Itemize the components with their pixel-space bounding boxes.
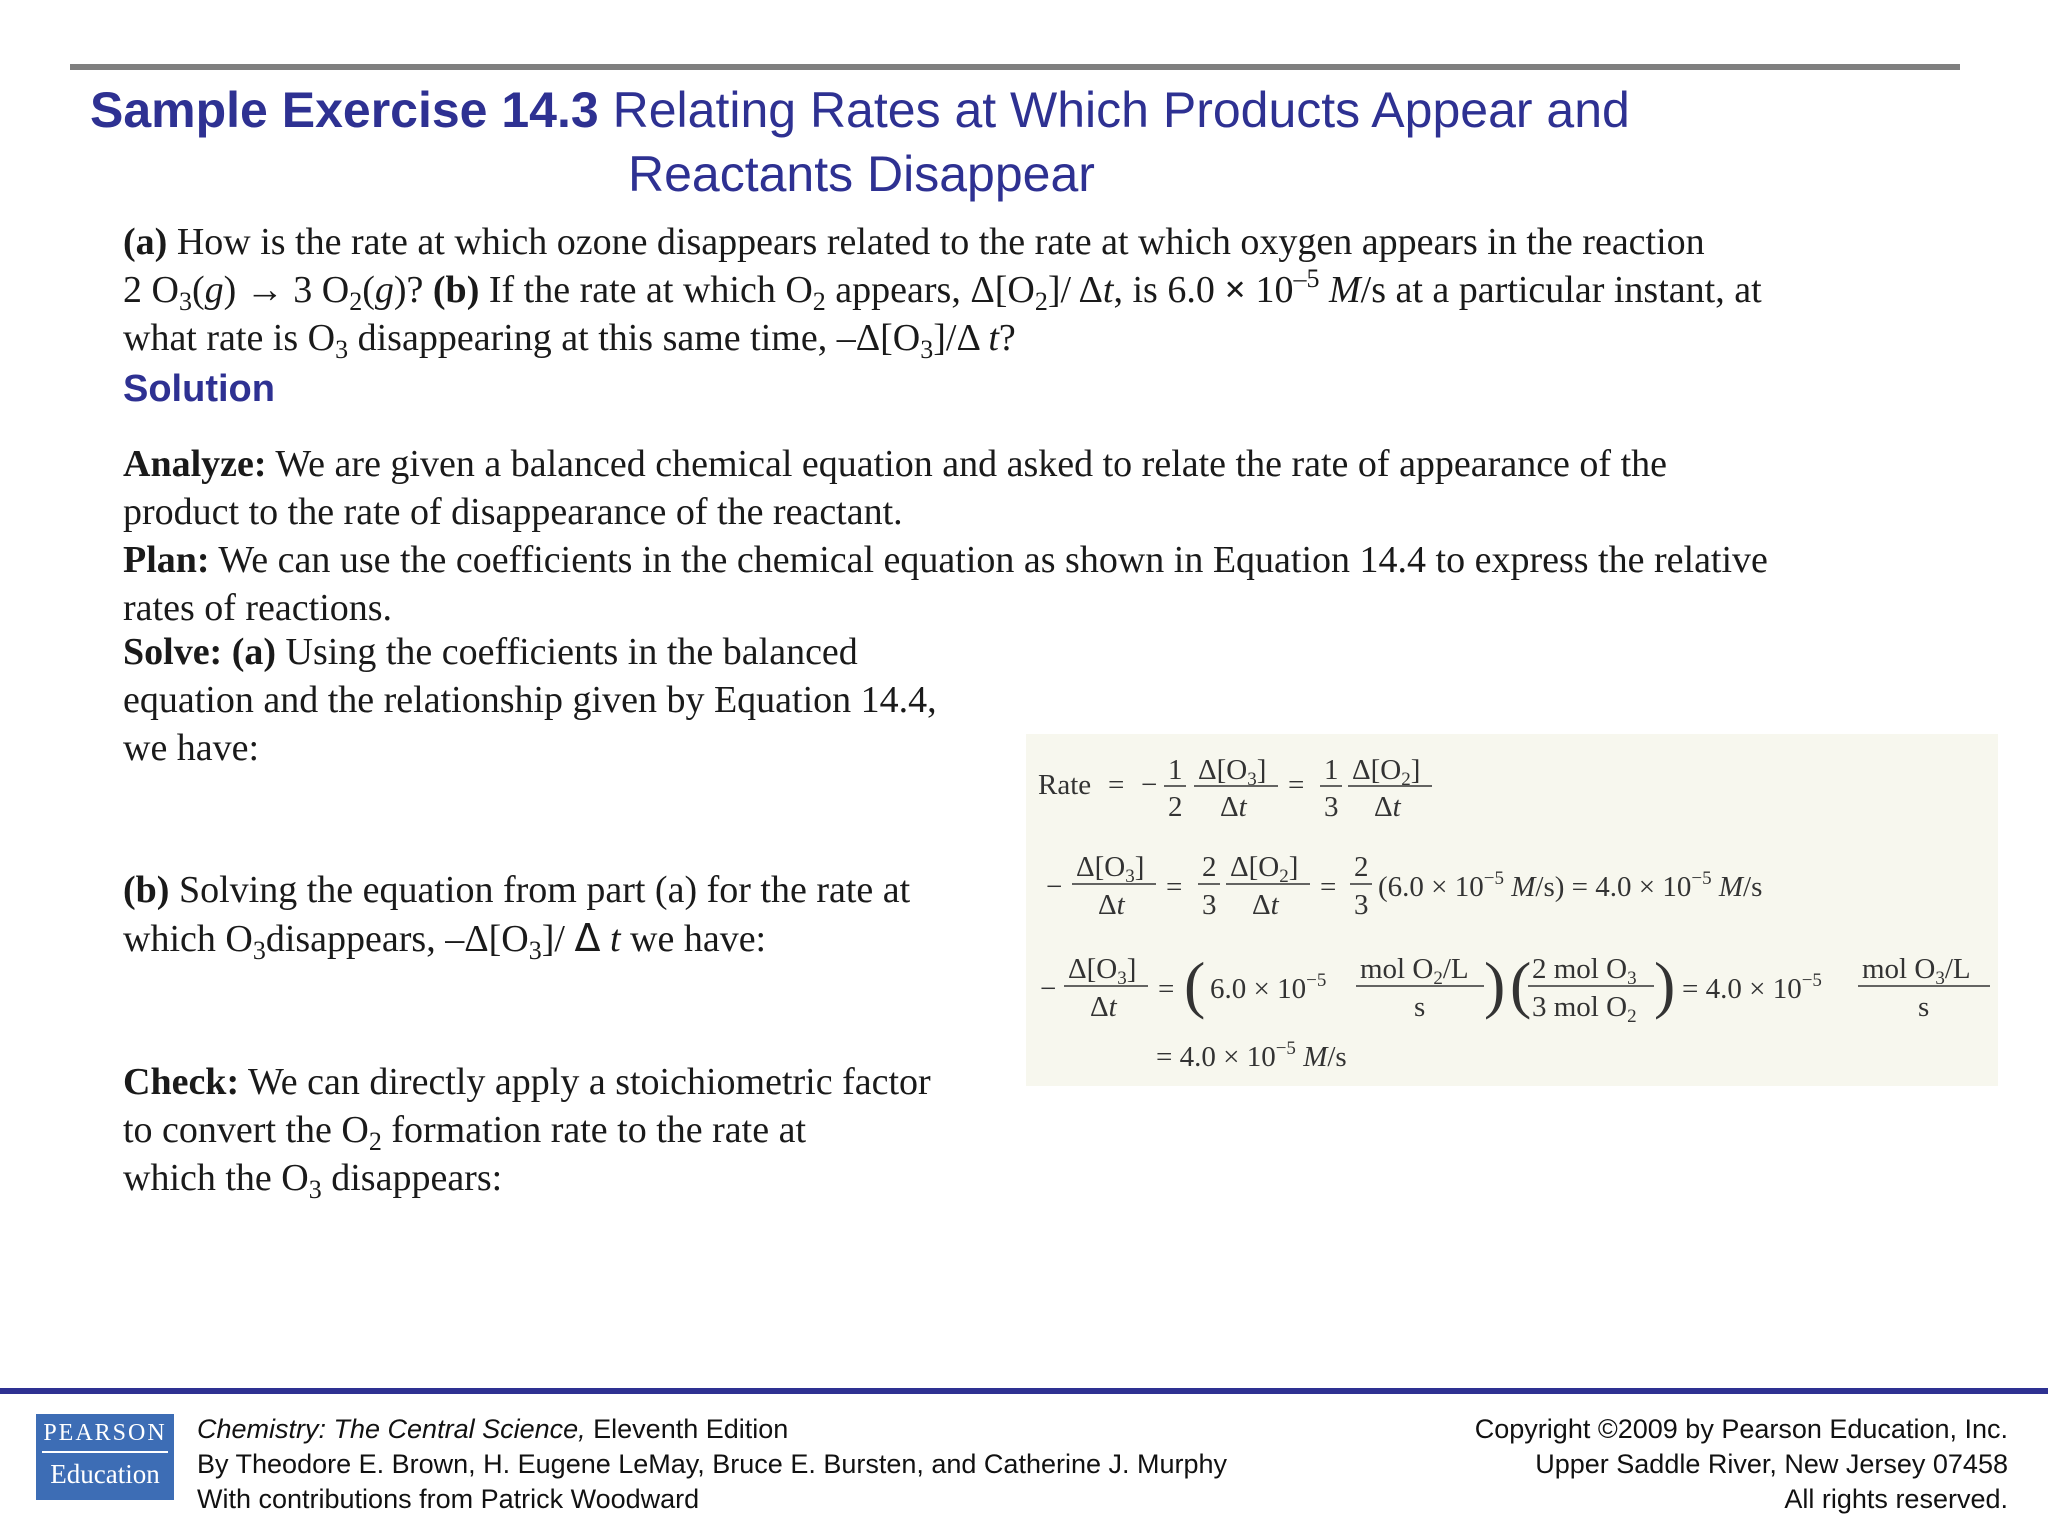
svg-text:Δt: Δt: [1090, 991, 1117, 1023]
top-rule: [70, 64, 1960, 70]
solve-label: Solve:: [123, 631, 223, 673]
solve-line-3: we have:: [123, 727, 260, 769]
svg-text:6.0 × 10−5: $6.0 \times 10^{-5}$: [1210, 970, 1327, 1005]
svg-text:= 4.0 × 10−5: = $4.0 \times 10^{-5}$: [1682, 970, 1822, 1005]
question-line-3: what rate is $O_3$ disappearing at this same time, $-\Delta[O_3]/\Delta$ t?: [123, 317, 1016, 364]
solve-b-text-4: ]/: [541, 918, 565, 960]
svg-text:Δ[O2]: $\Delta[O_2]$: [1230, 851, 1299, 887]
solve-b-text-2: which O: [123, 918, 253, 960]
solve-line-1: [123, 628, 937, 676]
check-text-2: to convert the O: [123, 1109, 369, 1151]
solve-text-1: Using the coefficients in the balanced: [285, 631, 858, 673]
svg-text:=: =: [1320, 871, 1337, 903]
question-b-exp: 10: [1255, 269, 1294, 311]
question-b-text2: appears, Δ[O: [835, 269, 1035, 311]
solution-heading: Solution: [123, 368, 275, 410]
analyze-text-1: We are given a balanced chemical equation and asked to relate the rate of appearance of the: [275, 443, 1667, 485]
svg-text:): ): [1484, 949, 1506, 1020]
footer-copyright-line: Copyright ©2009 by Pearson Education, Inc.: [1474, 1414, 2008, 1444]
footer-edition: Eleventh Edition: [593, 1414, 789, 1444]
title-line-2: Reactants Disappear: [628, 146, 1095, 202]
solve-b-label: (b): [123, 869, 170, 911]
footer-copyright: [1475, 1412, 2008, 1517]
svg-text:2 mol O3: 2 mol $O_3$: [1532, 953, 1637, 989]
svg-text:1: 1: [1168, 754, 1183, 786]
svg-text:Δ[O3]: $\Delta[O_3]$: [1068, 953, 1137, 989]
svg-text:1: 1: [1324, 754, 1339, 786]
footer-rule: [0, 1388, 2048, 1394]
check-line-3: which the $O_3$ disappears:: [123, 1157, 503, 1204]
check-line-2: to convert the $O_2$ formation rate to the rate at: [123, 1109, 807, 1156]
svg-text:=: =: [1166, 871, 1183, 903]
times-sign: ×: [1224, 269, 1246, 311]
check-text-1: We can directly apply a stoichiometric factor: [247, 1061, 931, 1103]
svg-text:−: −: [1040, 973, 1057, 1005]
equation-final: [1156, 1038, 1347, 1073]
svg-text:): ): [1654, 949, 1676, 1020]
svg-text:Δ[O2]: $\Delta[O_2]$: [1352, 754, 1421, 790]
svg-text:2: 2: [1202, 851, 1217, 883]
solve-b-block: [123, 866, 910, 963]
plan-line-2: rates of reactions.: [123, 587, 393, 629]
solve-b-text-1: Solving the equation from part (a) for the rate at: [178, 869, 911, 911]
analyze-plan-block: [123, 440, 1768, 632]
svg-text:2: 2: [1354, 851, 1369, 883]
svg-text:Δt: Δt: [1374, 791, 1401, 823]
svg-text:3: 3: [1324, 791, 1339, 823]
page-title: [90, 78, 1890, 206]
svg-text:(: (: [1510, 949, 1532, 1020]
svg-text:3: 3: [1202, 889, 1217, 921]
solve-b-line-2: which $O_3disappears$, $-\Delta[O_3]/$ Δ t we have:: [123, 916, 767, 965]
svg-text:Δ[O3]: $\Delta[O_3]$: [1198, 754, 1267, 790]
solve-b-delta: Δ: [574, 916, 601, 960]
plan-text-1: We can use the coefficients in the chemical equation as shown in Equation 14.4 to express the relative: [218, 539, 1768, 581]
svg-text:mol O3/L: mol $O_3/L$: [1862, 953, 1971, 989]
solve-a-label: (a): [231, 631, 277, 673]
svg-text:−: −: [1046, 871, 1063, 903]
svg-text:Δt: Δt: [1220, 791, 1247, 823]
equation-check: [1040, 949, 1990, 1027]
svg-text:s: s: [1918, 991, 1930, 1023]
equation-panel: [1026, 734, 1998, 1086]
footer-book-title: Chemistry: The Central Science,: [197, 1414, 586, 1444]
question-line-2: 2 $O_3(g) \to 3$ $O_2(g)$? (b) If the rate at which $O_2$ appears, $\Delta[O_2]/$ Δt, is $6.0 \times 10^{-5}$ M/s at a particular instant, at: [123, 264, 1762, 316]
svg-text:2: 2: [1168, 791, 1183, 823]
check-text-4: which the O: [123, 1157, 309, 1199]
equation-rate: [1038, 754, 1432, 823]
footer-location: Upper Saddle River, New Jersey 07458: [1535, 1449, 2008, 1479]
svg-text:Δt: Δt: [1098, 889, 1125, 921]
svg-text:s: s: [1414, 991, 1426, 1023]
question-b-text: If the rate at which O: [488, 269, 813, 311]
equation-solve: [1046, 851, 1762, 921]
question-b-units: M: [1329, 269, 1361, 311]
question-line3-b: disappearing at this same time, –Δ[O: [357, 317, 921, 359]
svg-text:= 4.0 × 10−5 M/s: = $4.0 \times 10^{-5}$ M/s: [1156, 1038, 1347, 1073]
logo-text-top: PEARSON: [42, 1414, 168, 1453]
plan-label: Plan:: [123, 539, 210, 581]
pearson-logo: [36, 1414, 174, 1500]
check-line-1: [123, 1058, 931, 1106]
plan-line-1: [123, 536, 1768, 584]
svg-text:=: =: [1108, 769, 1125, 801]
question-b-label: (b): [432, 269, 480, 311]
footer-contributions: With contributions from Patrick Woodward: [197, 1484, 700, 1514]
check-text-5: disappears:: [331, 1157, 503, 1199]
question-line3-c: ]/Δ: [933, 317, 979, 359]
title-exercise-number: Sample Exercise 14.3: [90, 82, 599, 138]
svg-text:Δ[O3]: $\Delta[O_3]$: [1076, 851, 1145, 887]
question-b-value: is 6.0: [1132, 269, 1215, 311]
solve-a-block: [123, 628, 937, 772]
footer-book-line: [197, 1412, 1227, 1447]
question-block: [123, 218, 1762, 362]
solve-line-2: equation and the relationship given by Equation 14.4,: [123, 679, 937, 721]
question-a-label: (a): [123, 221, 168, 263]
svg-text:3: 3: [1354, 889, 1369, 921]
equations-figure: [1026, 734, 1998, 1086]
footer-authors: By Theodore E. Brown, H. Eugene LeMay, Bruce E. Bursten, and Catherine J. Murphy: [197, 1449, 1228, 1479]
analyze-line-2: product to the rate of disappearance of the reactant.: [123, 491, 903, 533]
footer-rights: All rights reserved.: [1784, 1484, 2008, 1514]
question-a-text: How is the rate at which ozone disappears related to the rate at which oxygen appears in the reaction: [176, 221, 1705, 263]
title-line-1: Relating Rates at Which Products Appear and: [612, 82, 1630, 138]
analyze-line-1: [123, 440, 1768, 488]
analyze-label: Analyze:: [123, 443, 267, 485]
footer-citation: [197, 1412, 1227, 1517]
logo-text-bottom: Education: [50, 1459, 160, 1489]
svg-text:Rate: Rate: [1038, 769, 1092, 801]
check-block: [123, 1058, 931, 1202]
question-b-tail: /s at a particular instant, at: [1360, 269, 1762, 311]
svg-text:(: (: [1184, 949, 1206, 1020]
svg-text:mol O2/L: mol $O_2/L$: [1360, 953, 1469, 989]
check-label: Check:: [123, 1061, 240, 1103]
svg-text:(6.0 × 10−5 M/s) = 4.0 × 10−5: ($6.0 \times 10^{-5}$ $M/s) = 4.0 \times 10^{-5}$ M/s: [1378, 868, 1763, 903]
svg-text:Δt: Δt: [1252, 889, 1279, 921]
solve-b-line-1: [123, 866, 910, 914]
svg-text:−: −: [1141, 769, 1158, 801]
question-line3-a: what rate is O: [123, 317, 336, 359]
question-line-1: [123, 218, 1762, 266]
svg-text:=: =: [1288, 769, 1305, 801]
solve-b-text-6: we have:: [630, 918, 767, 960]
svg-text:=: =: [1158, 973, 1175, 1005]
question-b-exp-sup: –5: [1293, 264, 1320, 293]
check-text-3: formation rate to the rate at: [391, 1109, 807, 1151]
svg-text:3 mol O2: 3 mol $O_2$: [1532, 991, 1637, 1027]
solve-b-text-3: disappears, –Δ[O: [265, 918, 529, 960]
